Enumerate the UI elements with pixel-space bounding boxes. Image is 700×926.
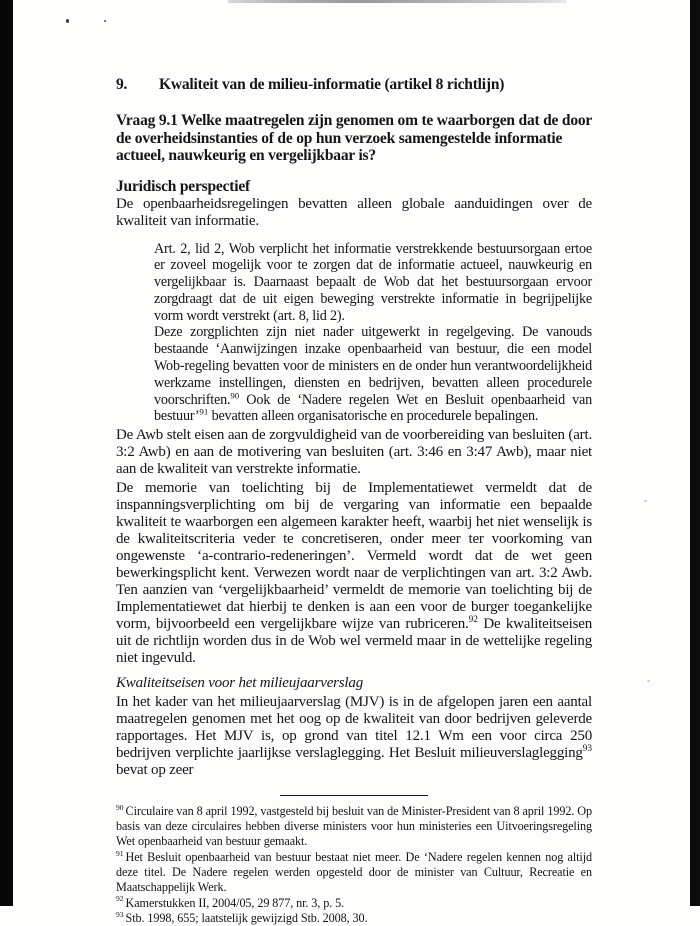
footnote-number: 93 — [116, 909, 124, 919]
memorie-paragraph — [116, 480, 592, 667]
mjv-paragraph — [116, 694, 592, 779]
legal-intro-paragraph: De openbaarheidsregelingen bevatten alleen globale aanduidingen over de kwaliteit van informatie. — [116, 195, 592, 229]
section-title: Kwaliteit van de milieu-informatie (artikel 8 richtlijn) — [159, 76, 505, 93]
footnote-90 — [116, 804, 592, 850]
awb-paragraph: De Awb stelt eisen aan de zorgvuldigheid van de voorbereiding van besluiten (art. 3:2 Awb) en aan de motivering van besluiten (art. 3:46 en 3:47 Awb), maar niet aan de kwaliteit van verstrekte informatie. — [116, 427, 592, 478]
question-paragraph: Vraag 9.1 Welke maatregelen zijn genomen om te waarborgen dat de door de overheidsinstanties of de op hun verzoek samengestelde informatie actueel, nauwkeurig en vergelijkbaar is? — [116, 112, 592, 164]
scan-smudge-top — [228, 0, 566, 3]
scan-speck — [647, 680, 650, 682]
footnote-text: Stb. 1998, 655; laatstelijk gewijzigd Stb. 2008, 30. — [125, 910, 368, 925]
scan-edge-right — [690, 0, 700, 906]
blockquote-text: bevatten alleen organisatorische en procedurele bepalingen. — [208, 408, 539, 425]
footnote-text: Kamerstukken II, 2004/05, 29 877, nr. 3, p. 5. — [125, 895, 345, 910]
scan-speck — [104, 20, 106, 22]
legal-perspective-heading: Juridisch perspectief — [116, 177, 250, 195]
footnote-number: 90 — [116, 802, 124, 812]
quality-requirements-subheading: Kwaliteitseisen voor het milieujaarverslag — [116, 675, 363, 692]
footnote-92 — [116, 896, 592, 911]
blockquote-paragraph: Art. 2, lid 2, Wob verplicht het informatie verstrekkende bestuursorgaan ertoe er zoveel mogelijk voor te zorgen dat de informatie actueel, nauwkeurig en vergelijkbaar is. Daarnaast bepaalt de Wob dat het bestuursorgaan ervoor zorgdraagt dat de uit eigen beweging verstrekte informatie in begrijpelijke vorm wordt verstrekt (art. 8, lid 2). — [154, 240, 592, 324]
footnote-ref-93: 93 — [582, 744, 592, 755]
memorie-text: De memorie van toelichting bij de Implementatiewet vermeldt dat de inspanningsverplichting om bij de vergaring van informatie een bepaalde kwaliteit te waarborgen een algemeen karakter heeft, waarbij het niet wenselijk is de kwaliteitscriteria veder te concretiseren, onder meer ter voorkoming van ongewenste ‘a-contrario-redeneringen’. Vermeld wordt dat de wet geen bewerkingsplicht kent. Verwezen wordt naar de verplichtingen van art. 3:2 Awb. Ten aanzien van ‘vergelijkbaarheid’ vermeldt de memorie van toelichting bij de Implementatiewet dat hierbij te denken is aan een voor de burger toegankelijke vorm, bijvoorbeeld een vergelijkbare wijze van rubriceren. — [116, 480, 592, 633]
footnote-text: Het Besluit openbaarheid van bestuur bestaat niet meer. De ‘Nadere regelen kennen nog altijd deze titel. De Nadere regelen werden opgesteld door de minister van Cultuur, Recreatie en Maatschappelijk Werk. — [116, 849, 592, 895]
blockquote-text: Ook de ‘Nadere regelen Wet en Besluit openbaarheid van bestuur’ — [154, 391, 592, 425]
footnote-separator — [280, 795, 428, 796]
footnote-number: 91 — [116, 848, 124, 858]
footnote-ref-91: 91 — [199, 406, 209, 417]
footnote-number: 92 — [116, 894, 124, 904]
scan-speck — [644, 500, 647, 502]
footnotes-block — [116, 804, 592, 926]
statute-blockquote — [154, 241, 592, 426]
section-number: 9. — [116, 76, 128, 93]
footnote-91 — [116, 850, 592, 896]
footnote-ref-92: 92 — [468, 615, 478, 626]
mjv-text: bevat op zeer — [116, 762, 194, 779]
footnote-93 — [116, 911, 592, 926]
scan-speck — [66, 19, 69, 23]
footnote-text: Circulaire van 8 april 1992, vastgesteld bij besluit van de Minister-President van 8 april 1992. Op basis van deze circulaires hebben diverse ministers voor hun ministeries een Uitvoeringsregeling Wet openbaarheid van bestuur gemaakt. — [116, 803, 592, 849]
blockquote-paragraph — [154, 324, 592, 425]
mjv-text: In het kader van het milieujaarverslag (MJV) is in de afgelopen jaren een aantal maatregelen genomen met het oog op de kwaliteit van door bedrijven geleverde rapportages. Het MJV is, op grond van titel 12.1 Wm een voor circa 250 bedrijven verplichte jaarlijkse verslaglegging. Het Besluit milieuverslaglegging — [116, 694, 592, 762]
section-heading — [116, 76, 592, 93]
scan-edge-left — [0, 0, 13, 906]
footnote-ref-90: 90 — [230, 389, 240, 400]
blockquote-text: Deze zorgplichten zijn niet nader uitgewerkt in regelgeving. De vanouds bestaande ‘Aanwijzingen inzake openbaarheid van bestuur, die een model Wob-regeling bevatten voor de ministers en de onder hun verantwoordelijkheid werkzame instellingen, diensten en bedrijven, bevatten alleen procedurele voorschriften. — [154, 324, 592, 408]
document-page — [116, 76, 592, 926]
memorie-text: De kwaliteitseisen uit de richtlijn worden dus in de Wob wel vermeld maar in de wettelijke regeling niet ingevuld. — [116, 616, 593, 667]
